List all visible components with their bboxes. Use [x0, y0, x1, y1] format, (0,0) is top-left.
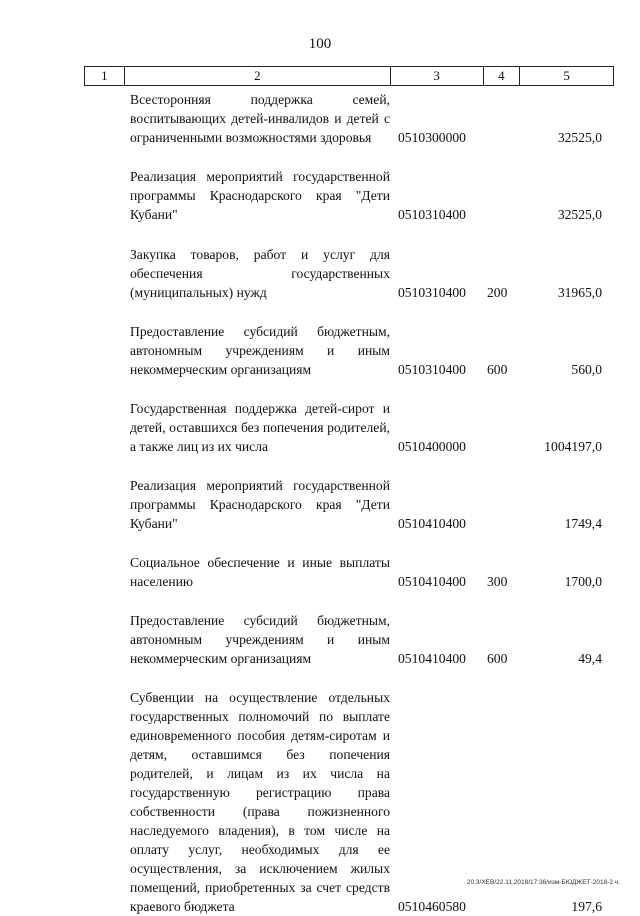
row-amount: 32525,0 [557, 130, 602, 145]
row-amount: 1004197,0 [544, 439, 602, 454]
row-amount: 1700,0 [564, 574, 602, 589]
table-row [130, 245, 616, 302]
row-description: Реализация мероприятий государственной программы Краснодарского края "Дети Кубани" [130, 478, 390, 531]
row-type: 600 [487, 362, 508, 377]
table-row [130, 553, 616, 591]
row-type: 600 [487, 651, 508, 666]
budget-table-body [130, 90, 616, 916]
header-col-1: 1 [85, 67, 125, 85]
row-code: 0510310400 [398, 285, 466, 300]
header-col-2: 2 [125, 67, 391, 85]
row-code: 0510460580 [398, 899, 466, 914]
row-code: 0510410400 [398, 574, 466, 589]
table-row [130, 322, 616, 379]
page-number: 100 [308, 36, 332, 52]
row-description: Государственная поддержка детей-сирот и детей, оставшихся без попечения родителей, а также лиц из их числа [130, 401, 390, 454]
row-description: Субвенции на осуществление отдельных государственных полномочий по выплате единовременного пособия детям-сиротам и детям, оставшимся без попечения родителей, и лицам из их числа на государственную регистрацию права собственности (права пожизненного наследуемого владения), в том числе на оплату услуг, необходимых для ее осуществления, за исключением жилых помещений, приобретенных за счет средств краевого бюджета [130, 690, 390, 914]
row-code: 0510410400 [398, 516, 466, 531]
row-amount: 197,6 [571, 899, 602, 914]
row-code: 0510410400 [398, 651, 466, 666]
row-code: 0510400000 [398, 439, 466, 454]
row-amount: 1749,4 [564, 516, 602, 531]
row-code: 0510300000 [398, 130, 466, 145]
row-description: Закупка товаров, работ и услуг для обеспечения государственных (муниципальных) нужд [130, 247, 390, 300]
table-row [130, 476, 616, 533]
document-footer-stamp: 20.3/ХЕВ/22.11.2018/17:36/изм-БЮДЖЕТ-2018-2 ч. [466, 879, 620, 886]
row-description: Социальное обеспечение и иные выплаты населению [130, 555, 390, 589]
table-row [130, 399, 616, 456]
row-amount: 560,0 [571, 362, 602, 377]
row-amount: 32525,0 [557, 207, 602, 222]
table-row [130, 90, 616, 147]
table-row [130, 167, 616, 224]
row-description: Предоставление субсидий бюджетным, автономным учреждениям и иным некоммерческим организациям [130, 613, 390, 666]
header-col-5: 5 [563, 68, 570, 83]
table-row [130, 611, 616, 668]
row-code: 0510310400 [398, 362, 466, 377]
row-description: Всесторонняя поддержка семей, воспитывающих детей-инвалидов и детей с ограниченными возможностями здоровья [130, 92, 390, 145]
header-col-4: 4 [484, 67, 521, 85]
row-type: 200 [487, 285, 508, 300]
row-description: Предоставление субсидий бюджетным, автономным учреждениям и иным некоммерческим организациям [130, 324, 390, 377]
row-amount: 31965,0 [557, 285, 602, 300]
row-amount: 49,4 [578, 651, 602, 666]
row-code: 0510310400 [398, 207, 466, 222]
row-type: 300 [487, 574, 508, 589]
row-description: Реализация мероприятий государственной программы Краснодарского края "Дети Кубани" [130, 169, 390, 222]
table-header [84, 66, 614, 86]
header-col-3: 3 [391, 67, 484, 85]
